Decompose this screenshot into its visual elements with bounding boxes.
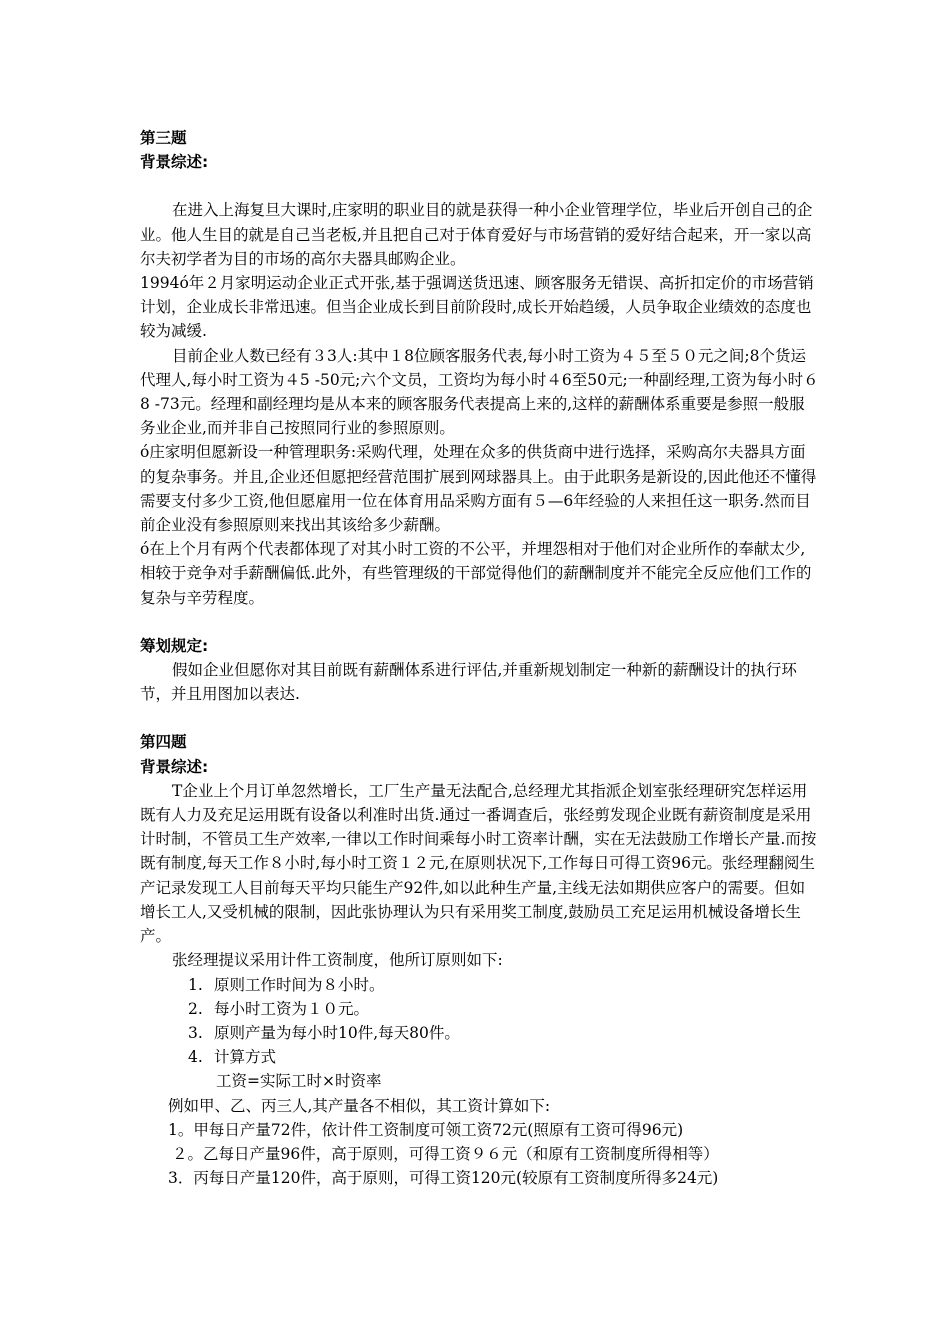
list-number: 1. bbox=[188, 975, 203, 994]
document-body bbox=[140, 126, 820, 1190]
q3-paragraph-1: 在进入上海复旦大课时,庄家明的职业目的就是获得一种小企业管理学位，毕业后开创自己的企业。他人生目的就是自己当老板,并且把自己对于体育爱好与市场营销的爱好结合起来，开一家以高尔夫初学者为目的市场的高尔夫器具邮购企业。 bbox=[140, 201, 813, 268]
q4-title: 第四题 bbox=[140, 733, 187, 752]
q4-calc-line-2: ２。乙每日产量96件，高于原则，可得工资９６元（和原有工资制度所得相等） bbox=[172, 1144, 719, 1163]
q4-calc-line-3: 3．丙每日产量120件，高于原则，可得工资120元(较原有工资制度所得多24元) bbox=[168, 1169, 719, 1188]
q3-background-heading: 背景综述: bbox=[140, 153, 209, 172]
spacer bbox=[140, 706, 820, 730]
q3-planning-text: 假如企业但愿你对其目前既有薪酬体系进行评估,并重新规划制定一种新的薪酬设计的执行环节，并且用图加以表达. bbox=[140, 661, 797, 704]
list-text: 原则产量为每小时10件,每天80件。 bbox=[214, 1023, 460, 1042]
list-number: 3. bbox=[188, 1023, 203, 1042]
list-text: 每小时工资为１０元。 bbox=[214, 999, 370, 1018]
spacer bbox=[140, 174, 820, 198]
q3-paragraph-2: 1994ó年２月家明运动企业正式开张,基于强调送货迅速、顾客服务无错误、高折扣定价的市场营销计划，企业成长非常迅速。但当企业成长到目前阶段时,成长开始趋缓，人员争取企业绩效的态度也较为减缓. bbox=[140, 274, 814, 341]
q3-title: 第三题 bbox=[140, 129, 187, 147]
list-text: 原则工作时间为８小时。 bbox=[214, 975, 385, 994]
q4-example-intro: 例如甲、乙、丙三人,其产量各不相似，其工资计算如下: bbox=[168, 1096, 551, 1115]
q4-paragraph-1: T企业上个月订单忽然增长，工厂生产量无法配合,总经理尤其指派企划室张经理研究怎样运用既有人力及充足运用既有设备以利准时出货.通过一番调查后，张经剪发现企业既有薪资制度是采用计时制，不管员工生产效率,一律以工作时间乘每小时工资率计酬，实在无法鼓励工作增长产量.而按既有制度,每天工作８小时,每小时工资１２元,在原则状况下,工作每日可得工资96元。张经理翻阅生产记录发现工人目前每天平均只能生产92件,如以此种生产量,主线无法如期供应客户的需要。但如增长工人,又受机械的限制，因此张协理认为只有采用奖工制度,鼓励员工充足运用机械设备增长生产。 bbox=[140, 781, 817, 946]
q4-paragraph-2: 张经理提议采用计件工资制度，他所订原则如下: bbox=[172, 951, 503, 970]
spacer bbox=[140, 610, 820, 634]
q4-background-heading: 背景综述: bbox=[140, 757, 209, 776]
q3-paragraph-4: ó庄家明但愿新设一种管理职务:采购代理，处理在众多的供货商中进行选择，采购高尔夫器具方面的复杂事务。并且,企业还但愿把经营范围扩展到网球器具上。由于此职务是新设的,因此他还不懂得需要支付多少工资,他但愿雇用一位在体育用品采购方面有５—6年经验的人来担任这一职务.然而目前企业没有参照原则来找出其该给多少薪酬。 bbox=[140, 443, 817, 535]
list-item bbox=[140, 1021, 820, 1045]
q4-formula: 工资=实际工时×时资率 bbox=[216, 1072, 382, 1091]
list-text: 计算方式 bbox=[214, 1048, 277, 1067]
list-item bbox=[140, 973, 820, 997]
q4-rules-list bbox=[140, 973, 820, 1070]
list-item bbox=[140, 1045, 820, 1069]
q4-calc-line-1: 1。甲每日产量72件，依计件工资制度可领工资72元(照原有工资可得96元) bbox=[168, 1120, 684, 1139]
q3-paragraph-5: ó在上个月有两个代表都体现了对其小时工资的不公平，并埋怨相对于他们对企业所作的奉献太少,相较于竞争对手薪酬偏低.此外，有些管理级的干部觉得他们的薪酬制度并不能完全反应他们工作的复杂与辛劳程度。 bbox=[140, 540, 812, 607]
list-item bbox=[140, 997, 820, 1021]
list-number: 4. bbox=[188, 1048, 203, 1067]
q3-paragraph-3: 目前企业人数已经有３3人:其中１8位顾客服务代表,每小时工资为４５至５０元之间;8个货运代理人,每小时工资为４5 -50元;六个文员，工资均为每小时４6至50元;一种副经理,工资为每小时６8 -73元。经理和副经理均是从本来的顾客服务代表提高上来的,这样的薪酬体系重要是参照一般服务业企业,而并非自己按照同行业的参照原则。 bbox=[140, 346, 819, 438]
list-number: 2. bbox=[188, 999, 203, 1018]
q3-planning-heading: 筹划规定: bbox=[140, 636, 209, 655]
